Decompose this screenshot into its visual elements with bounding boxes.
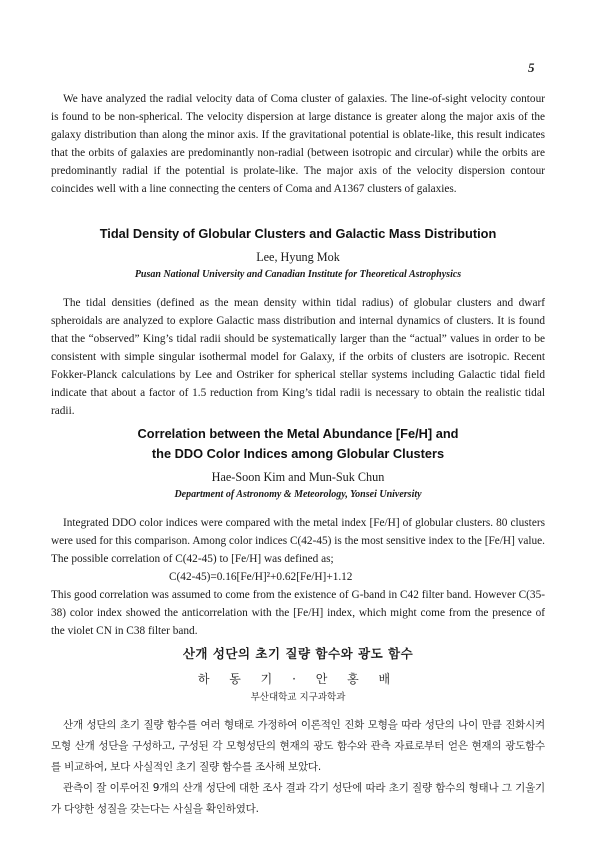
abstract-authors: 하 동 기 · 안 홍 배 — [197, 672, 399, 686]
abstract-body-part2: This good correlation was assumed to come from the existence of G-band in C42 filter band. However C(35-38) color index showed the anticorrelation with the [Fe/H] index, which might come from the presence of the violet CN in C38 filter band. — [51, 589, 545, 637]
abstract-authors: Hae-Soon Kim and Mun-Suk Chun — [211, 470, 385, 484]
correlation-equation: C(42-45)=0.16[Fe/H]²+0.62[Fe/H]+1.12 — [169, 571, 353, 583]
abstract-authors: Lee, Hyung Mok — [256, 250, 340, 264]
abstract-title: Tidal Density of Globular Clusters and Galactic Mass Distribution — [99, 226, 497, 241]
abstract-title-line2: the DDO Color Indices among Globular Clusters — [151, 446, 445, 461]
abstract-affiliation: Department of Astronomy & Meteorology, Yonsei University — [174, 489, 422, 500]
abstract-body-part1: 산개 성단의 초기 질량 함수를 여러 형태로 가정하여 이론적인 진화 모형을 따라 성단의 나이 만큼 진화시켜 모형 산개 성단을 구성하고, 구성된 각 모형성단의 현재의 광도 함수와 관측 자료로부터 얻은 현재의 광도함수를 비교하여, 보다 사실적인 초기 질량 함수를 조사해 보았다. — [51, 719, 545, 773]
page-number: 5 — [528, 60, 535, 75]
abstract-body: The tidal densities (defined as the mean density within tidal radius) of globular clusters and dwarf spheroidals are analyzed to explore Galactic mass distribution and internal dynamics of clusters. It is found that the “observed” King’s tidal radii should be systematically larger than the “actual” values in order to be consistent with simple singular isothermal model for Galaxy, if the orbits of clusters are isotropic. Recent Fokker-Planck calculations by Lee and Ostriker for spherical stellar systems including Galactic tidal field indicate that about a factor of 1.5 reduction from King’s tidal radii is necessary to obtain the realistic tidal radii. — [51, 297, 545, 417]
abstract-affiliation: Pusan National University and Canadian Institute for Theoretical Astrophysics — [134, 269, 462, 280]
abstract-open-clusters — [51, 644, 545, 820]
intro-paragraph: We have analyzed the radial velocity data of Coma cluster of galaxies. The line-of-sight velocity contour is found to be non-spherical. The velocity dispersion at large distance is greater along the major axis of the galaxy distribution than along the minor axis. If the gravitational potential is oblate-like, this result indicates that the orbits of galaxies are predominantly non-radial (between isotropic and circular) while the orbits are predominantly radial if the potential is prolate-like. The major axis of the velocity dispersion contour coincides well with a line connecting the centers of Coma and A1367 clusters of galaxies. — [51, 93, 545, 195]
abstract-metal-abundance — [51, 424, 545, 640]
abstract-body-part2: 관측이 잘 이루어진 9개의 산개 성단에 대한 조사 결과 각기 성단에 따라 초기 질량 함수의 형태나 그 기울기가 다양한 성질을 갖는다는 사실을 확인하였다. — [51, 782, 545, 815]
abstract-title: 산개 성단의 초기 질량 함수와 광도 함수 — [182, 646, 414, 661]
abstract-body-part1: Integrated DDO color indices were compared with the metal index [Fe/H] of globular clusters. 80 clusters were used for this comparison. Among color indices C(42-45) is the most sensitive index to the [Fe/H] value. The possible correlation of C(42-45) to [Fe/H] was defined as; — [51, 517, 545, 565]
abstract-affiliation: 부산대학교 지구과학과 — [250, 692, 346, 703]
abstract-title-line1: Correlation between the Metal Abundance [Fe/H] and — [137, 426, 459, 441]
abstract-tidal-density — [51, 224, 545, 420]
